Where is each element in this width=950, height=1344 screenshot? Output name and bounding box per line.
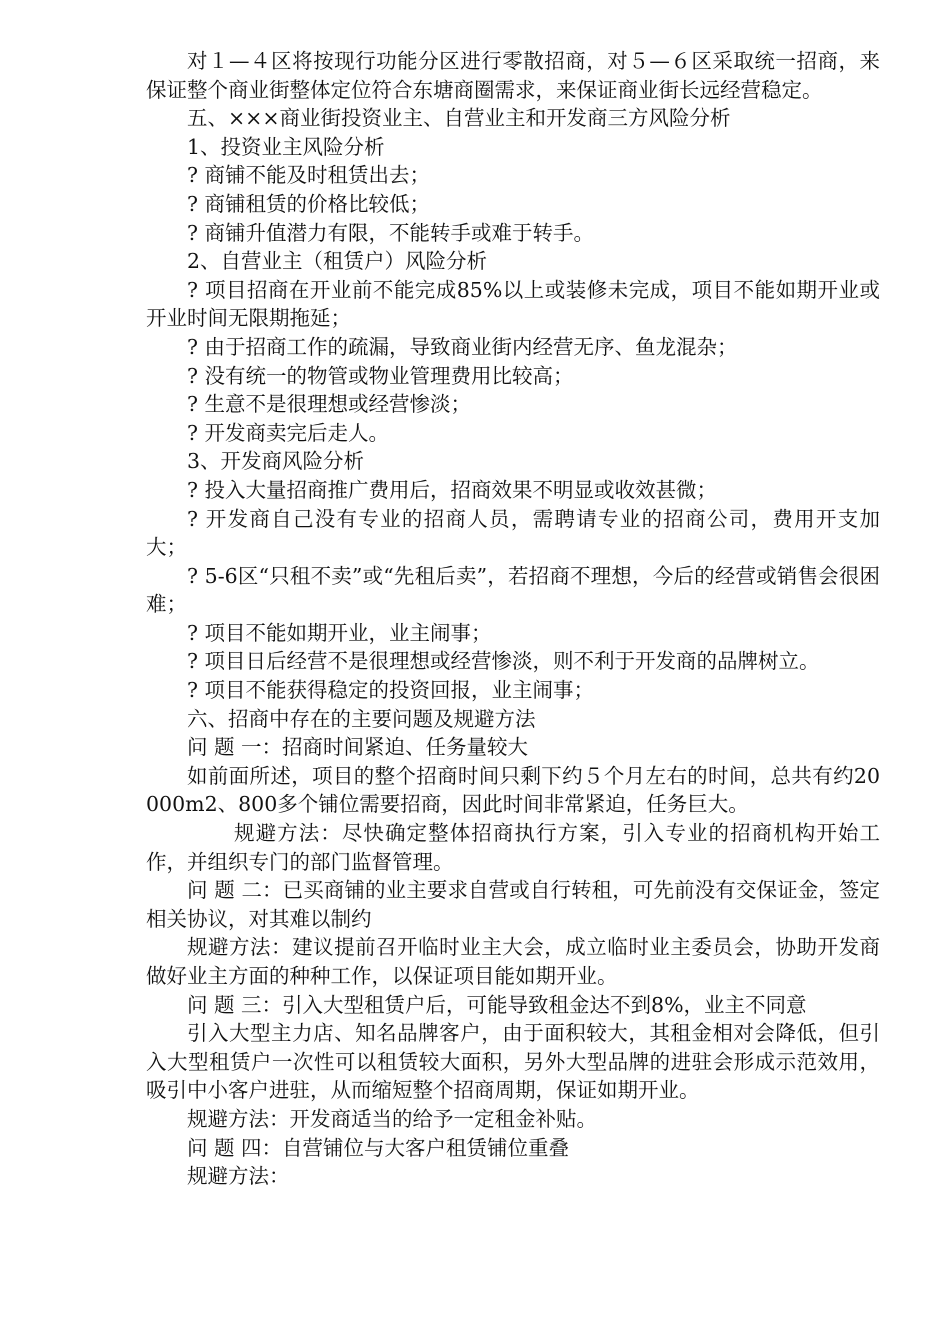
paragraph: 六、招商中存在的主要问题及规避方法 (187, 706, 536, 731)
paragraph: 对１—４区将按现行功能分区进行零散招商，对５—６区采取统一招商，来保证整个商业街整体定位符合东塘商圈需求，来保证商业街长远经营稳定。 (146, 49, 880, 102)
paragraph: ? 5-6区“只租不卖”或“先租后卖”，若招商不理想，今后的经营或销售会很困难； (146, 563, 880, 617)
paragraph: 2、自营业主（租赁户）风险分析 (187, 249, 488, 274)
paragraph: ? 没有统一的物管或物业管理费用比较高； (187, 363, 574, 388)
paragraph: 引入大型主力店、知名品牌客户，由于面积较大，其租金相对会降低，但引入大型租赁户一次性可以租赁较大面积，另外大型品牌的进驻会形成示范效用，吸引中小客户进驻，从而缩短整个招商周期，保证如期开业。 (146, 1021, 880, 1103)
paragraph: 如前面所述，项目的整个招商时间只剩下约５个月左右的时间，总共有约20000m2、800多个铺位需要招商，因此时间非常紧迫，任务巨大。 (146, 763, 880, 817)
paragraph: ? 商铺升值潜力有限，不能转手或难于转手。 (187, 220, 595, 245)
paragraph: 规避方法：尽快确定整体招商执行方案，引入专业的招商机构开始工作，并组织专门的部门监督管理。 (146, 821, 880, 874)
paragraph: 规避方法：建议提前召开临时业主大会，成立临时业主委员会，协助开发商做好业主方面的种种工作，以保证项目能如期开业。 (146, 935, 880, 988)
paragraph: 问 题 四：自营铺位与大客户租赁铺位重叠 (187, 1135, 570, 1160)
paragraph: 五、×××商业街投资业主、自营业主和开发商三方风险分析 (187, 106, 731, 131)
document-body (146, 47, 880, 1191)
paragraph: ? 投入大量招商推广费用后，招商效果不明显或收效甚微； (187, 477, 718, 502)
paragraph: ? 项目不能获得稳定的投资回报，业主闹事； (187, 678, 595, 703)
paragraph: ? 由于招商工作的疏漏，导致商业街内经营无序、鱼龙混杂； (187, 334, 738, 359)
paragraph: 问 题 二：已买商铺的业主要求自营或自行转租，可先前没有交保证金，签定相关协议，对其难以制约 (146, 878, 880, 931)
paragraph: 规避方法： (187, 1164, 290, 1189)
paragraph: 3、开发商风险分析 (187, 449, 365, 474)
paragraph: ? 项目不能如期开业，业主闹事； (187, 620, 492, 645)
paragraph: 规避方法：开发商适当的给予一定租金补贴。 (187, 1106, 597, 1131)
paragraph: ? 项目招商在开业前不能完成85%以上或装修未完成，项目不能如期开业或开业时间无限期拖延； (146, 277, 880, 331)
paragraph: 问 题 一：招商时间紧迫、任务量较大 (187, 735, 529, 760)
paragraph: ? 开发商卖完后走人。 (187, 420, 390, 445)
paragraph: 1、投资业主风险分析 (187, 134, 385, 159)
paragraph: ? 开发商自己没有专业的招商人员，需聘请专业的招商公司，费用开支加大； (146, 506, 880, 560)
paragraph: ? 商铺不能及时租赁出去； (187, 163, 431, 188)
paragraph: ? 项目日后经营不是很理想或经营惨淡，则不利于开发商的品牌树立。 (187, 649, 820, 674)
paragraph: ? 商铺租赁的价格比较低； (187, 191, 431, 216)
paragraph: 问 题 三：引入大型租赁户后，可能导致租金达不到8%，业主不同意 (187, 992, 807, 1017)
paragraph: ? 生意不是很理想或经营惨淡； (187, 392, 472, 417)
